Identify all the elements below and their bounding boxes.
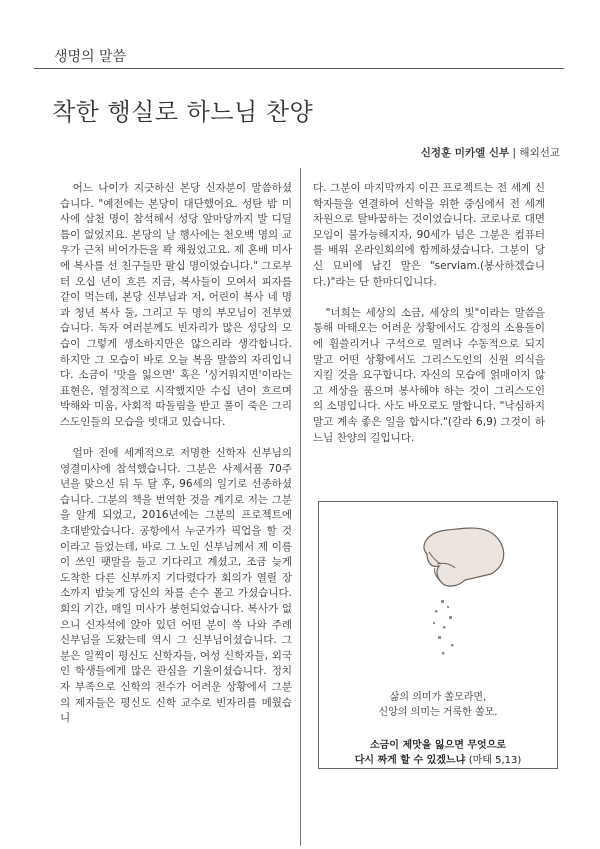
paragraph: 어느 나이가 지긋하신 본당 신자분이 말씀하셨습니다. "예전에는 본당이 대단했어요. 성탄 밤 미사에 삼천 명이 참석해서 성당 앞마당까지 발 디딜 틈이 없었지요. 본당의 날 행사에는 천오백 명의 교우가 근처 비어가든을 꽉 채웠었고요. 제 혼배 미사에 복사를 선 친구들만 팔십 명이었습니다." 그로부터 오십 년이 흐른 지금, 복사들이 모여서 피자를 같이 먹는데, 본당 신부님과 저, 어린이 복사 네 명과 청년 복사 둘, 그리고 두 명의 부모님이 전부였습니다. 독자 여러분께도 빈자리가 많은 성당의 모습이 그렇게 생소하지만은 않으리라 생각합니다. 하지만 그 모습이 바로 오늘 복음 말씀의 자리입니다. 소금이 '맛을 잃으면' 혹은 '싱거워지면'이라는 표현은, 열정적으로 시작했지만 수십 년이 흐르며 박해와 미움, 사회적 따돌림을 받고 풀이 죽은 그리스도인들의 모습을 빗대고 있습니다. <box>60 182 292 428</box>
quote-text: 다시 짜게 할 수 있겠느냐 <box>354 755 466 766</box>
left-column <box>60 181 292 727</box>
section-header <box>34 38 564 69</box>
byline <box>421 145 560 160</box>
salt-pinch-illustration <box>319 502 557 692</box>
byline-separator: | <box>512 147 520 159</box>
paragraph: "너희는 세상의 소금, 세상의 빛"이라는 말씀을 통해 마태오는 어려운 상황에서도 감정의 소용돌이에 휩쓸리거나 구석으로 밀려나 수동적으로 되지 말고 어떤 상황에서도 그리스도인의 신원 의식을 지킬 것을 요구합니다. 자신의 모습에 얽매이지 않고 세상을 품으며 봉사해야 하는 것이 그리스도인의 소명입니다. 사도 바오로도 말합니다. "낙심하지 말고 계속 좋은 일을 합시다."(갈라 6,9) 그것이 하느님 찬양의 길입니다. <box>313 306 545 444</box>
right-column <box>313 181 545 446</box>
article-title: 착한 행실로 하느님 찬양 <box>52 98 314 126</box>
quote-line <box>319 753 557 768</box>
column-divider <box>300 168 301 846</box>
caption-line: 삶의 의미가 쏠모라면, <box>389 692 487 703</box>
scripture-quote <box>319 738 557 768</box>
paragraph: 얼마 전에 세계적으로 저명한 신학자 신부님의 영결미사에 참석했습니다. 그분은 사제서품 70주년을 맞으신 뒤 두 달 후, 96세의 일기로 선종하셨습니다. 그분의 책을 번역한 것을 계기로 저는 그분을 알게 되었고, 2016년에는 그분의 프로젝트에 초대받았습니다. 공항에서 누군가가 픽업을 할 것이라고 들었는데, 바로 그 노인 신부님께서 제 이름이 쓰인 팻말을 들고 기다리고 계셨고, 조금 늦게 도착한 다른 신부까지 기다렸다가 회의가 열릴 장소까지 밤늦게 당신의 차를 손수 몰고 가셨습니다. 회의 기간, 매일 미사가 봉헌되었습니다. 복사가 없으니 신자석에 앉아 있던 어떤 분이 쓱 나와 주례 신부님을 도왔는데 역시 그 신부님이셨습니다. 그분은 일찍이 평신도 신학자들, 여성 신학자들, 외국인 학생들에게 많은 관심을 기울이셨습니다. 정치자 부족으로 신학의 전수가 어려운 상황에서 그분의 제자들은 평신도 신학 교수로 빈자리를 메웠습니 <box>60 447 292 725</box>
quote-reference: (마태 5,13) <box>468 755 522 766</box>
author-name: 신정훈 미카엘 신부 <box>420 147 510 159</box>
section-title: 생명의 말씀 <box>54 49 127 65</box>
illustration-caption <box>319 690 557 720</box>
author-role: 해외선교 <box>519 147 560 159</box>
illustration-box <box>318 501 558 769</box>
quote-line: 소금이 제맛을 잃으면 무엇으로 <box>369 740 507 751</box>
paragraph: 다. 그분이 마지막까지 이끈 프로젝트는 전 세계 신학자들을 연결하여 신학을 위한 중심에서 전 세계 차원으로 탈바꿈하는 것이었습니다. 코로나로 대면 모임이 불가능해지자, 90세가 넘은 그분은 컴퓨터를 배워 온라인회의에 함께하셨습니다. 그분이 당신 묘비에 남긴 말은 "serviam.(봉사하겠습니다.)"라는 단 한마디입니다. <box>313 182 545 288</box>
caption-line: 신앙의 의미는 거룩한 쏠모. <box>378 707 498 718</box>
